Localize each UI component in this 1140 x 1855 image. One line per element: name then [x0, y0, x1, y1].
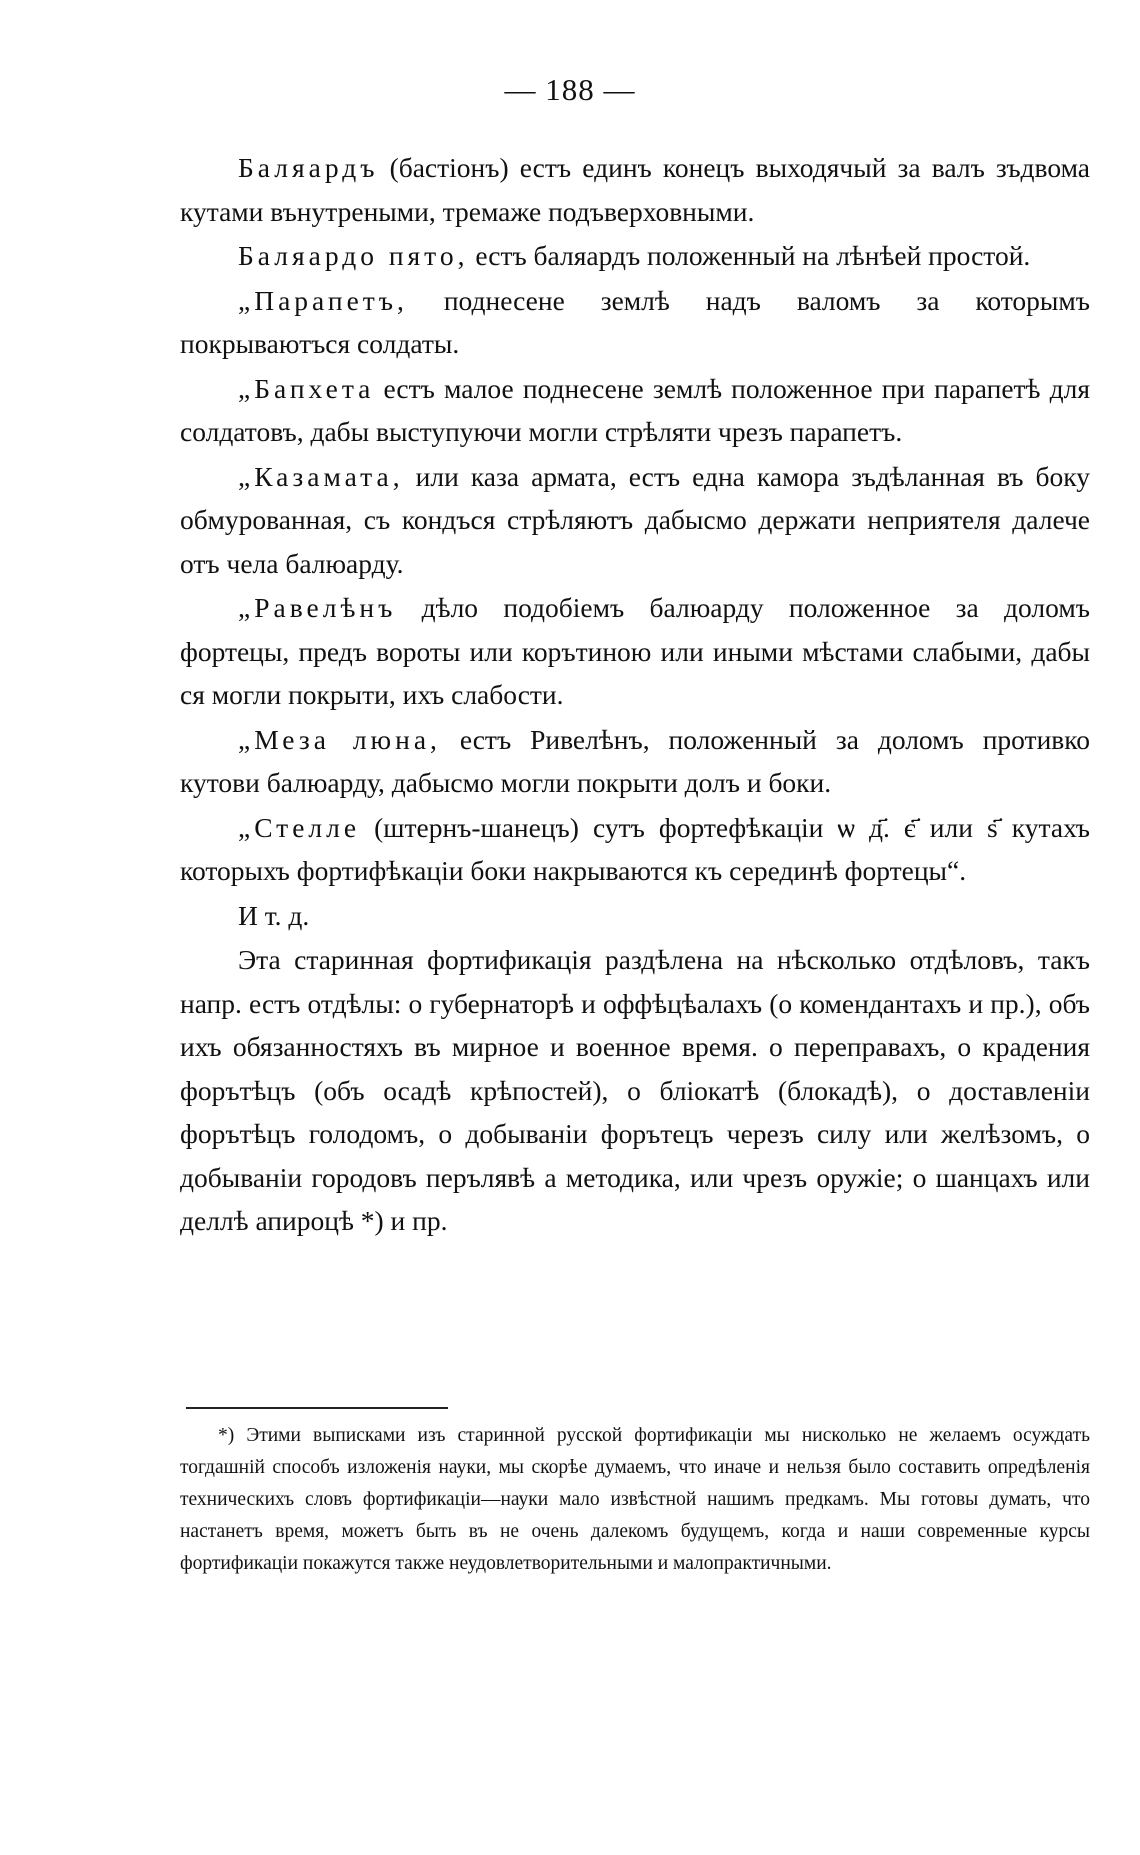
definition: (штернъ-шанецъ) сутъ фортефѣкаціи ѡ д҃. є҃ или ѕ҃ кутахъ которыхъ фортифѣкаціи боки накрываются къ серединѣ фортецы“.: [180, 811, 1090, 886]
definition: (бастіонъ) естъ единъ конецъ выходячый за валъ зъдвома кутами вънутреными, тремаже подъверховными.: [180, 152, 1090, 227]
definition: естъ малое поднесене землѣ положенное при парапетѣ для солдатовъ, дабы выступуючи могли стрѣляти чрезъ парапетъ.: [180, 372, 1090, 447]
paragraph-summary: [180, 938, 1090, 1243]
paragraph-parapet: [180, 279, 1090, 366]
footnote-divider: [186, 1407, 448, 1409]
term: „Равелѣнъ: [238, 592, 397, 623]
footnote: *) Этими выписками изъ старинной русской фортификаціи мы нисколько не желаемъ осуждать тогдашній способъ изложенія науки, мы скорѣе думаемъ, что иначе и нельзя было составить опредѣленія техническихъ словъ фортификаціи—науки мало извѣстной нашимъ предкамъ. Мы готовы думать, что настанетъ время, можетъ быть въ не очень далекомъ будущемъ, когда и наши современные курсы фортификаціи покажутся также неудовлетворительными и малопрактичными.: [180, 1425, 1090, 1574]
paragraph-pentagonal-bastion: [180, 234, 1090, 278]
term: „Бапхета: [238, 372, 375, 404]
term: Баляардо пято,: [238, 240, 469, 271]
definition: дѣло подобіемъ балюарду положенное за доломъ фортецы, предъ вороты или корътиною или иными мѣстами слабыми, дабы ся могли покрыти, ихъ слабости.: [180, 592, 1090, 710]
paragraph-bastion: [180, 146, 1090, 233]
definition: естъ Ривелѣнъ, положенный за доломъ противко кутови балюарду, дабысмо могли покрыти долъ и боки.: [180, 723, 1090, 798]
definition: естъ баляардъ положенный на лѣнѣей простой.: [468, 240, 1031, 271]
paragraph-text: И т. д.: [238, 899, 310, 931]
definition: поднесене землѣ надъ валомъ за которымъ покрываютъся солдаты.: [180, 284, 1090, 359]
page-number: — 188 —: [504, 72, 636, 107]
paragraph-casemate: [180, 455, 1090, 586]
term: „Меза люна,: [238, 723, 441, 755]
term: „Казамата,: [238, 460, 404, 492]
term: Баляардъ: [238, 152, 379, 183]
definition: или каза армата, естъ една камора зъдѣланная въ боку обмурованная, съ кондъся стрѣляютъ дабысмо держати неприятеля далече отъ чела балюарду.: [180, 460, 1090, 579]
paragraph-star-fort: [180, 806, 1090, 893]
term: „Парапетъ,: [238, 284, 408, 316]
paragraph-demilune: [180, 718, 1090, 805]
paragraph-etc: [180, 894, 1090, 938]
paragraph-ravelin: [180, 586, 1090, 717]
term: „Стелле: [238, 811, 361, 843]
main-text: [180, 146, 1090, 1244]
paragraph-text: Эта старинная фортификація раздѣлена на нѣсколько отдѣловъ, такъ напр. естъ отдѣлы: о губернаторѣ и оффѣцѣалахъ (о комендантахъ и пр.), объ ихъ обязанностяхъ въ мирное и военное время. о переправахъ, о крадения форътѣцъ (объ осадѣ крѣпостей), о бліокатѣ (блокадѣ), о доставленіи форътѣцъ голодомъ, о добываніи форътецъ черезъ силу или желѣзомъ, о добываніи городовъ перълявѣ а методика, или чрезъ оружіе; о шанцахъ или деллѣ апироцѣ *) и пр.: [180, 944, 1090, 1236]
paragraph-banquette: [180, 367, 1090, 454]
